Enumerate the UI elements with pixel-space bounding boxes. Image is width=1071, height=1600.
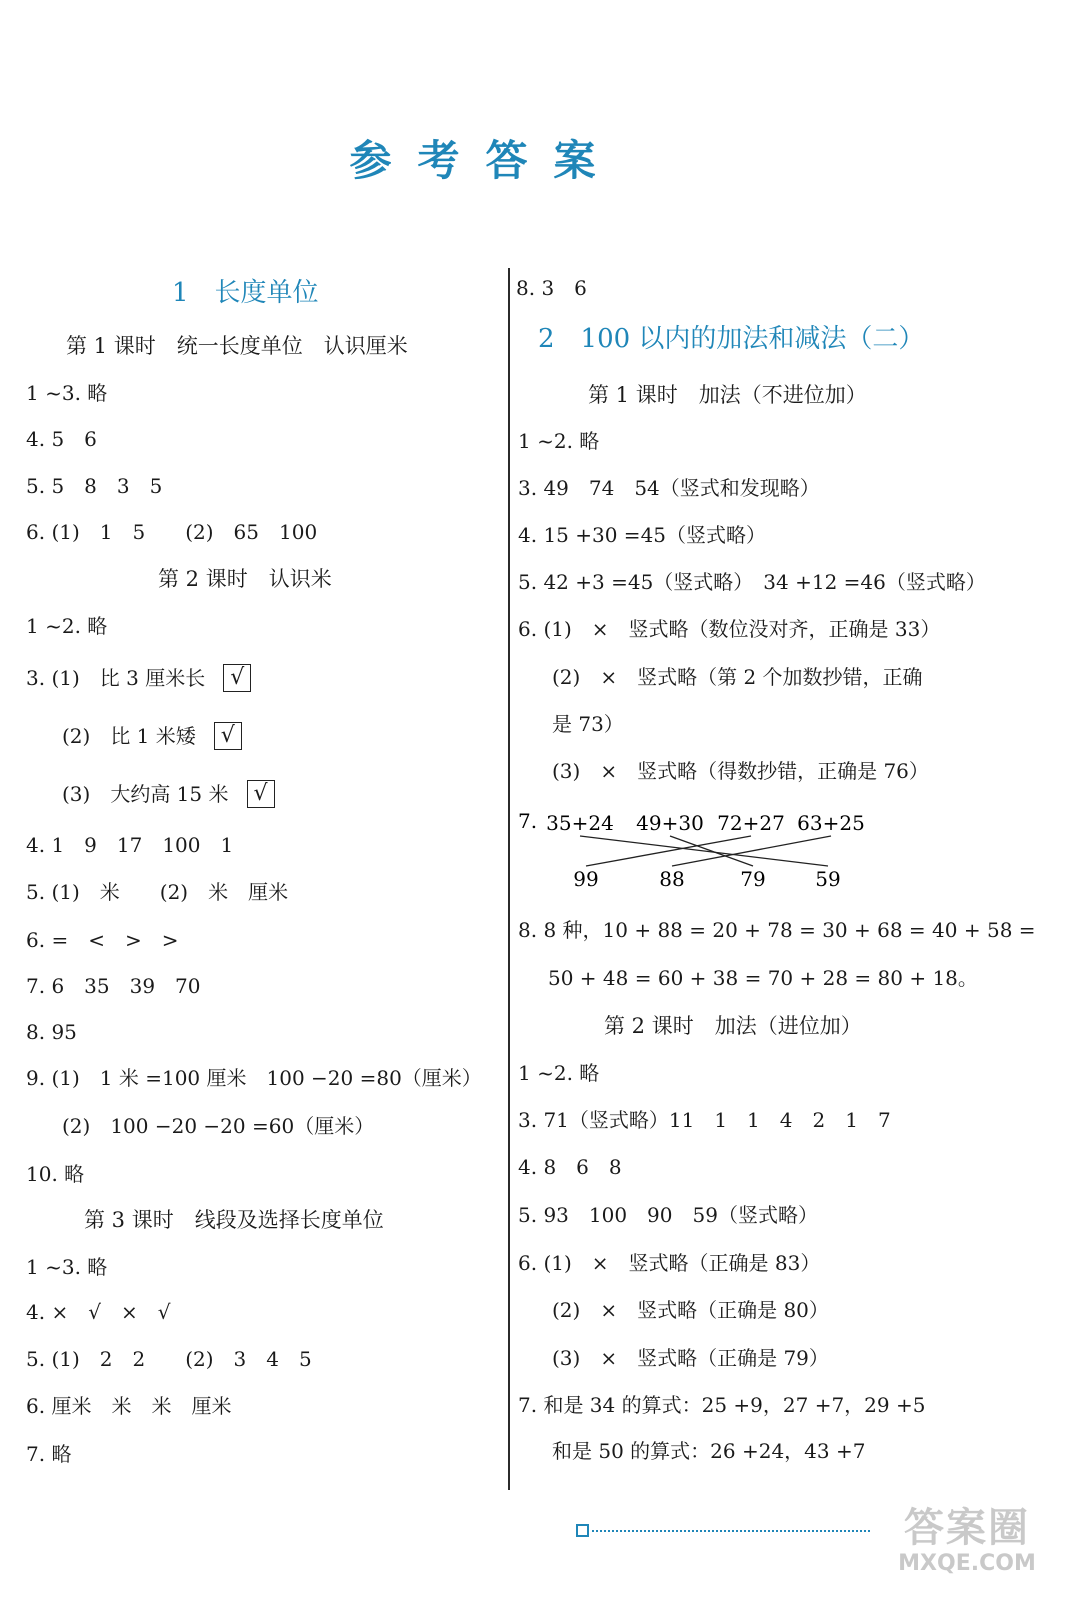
answer-line: 5. 93 100 90 59（竖式略）	[518, 1203, 818, 1227]
answer-line: 7. 6 35 39 70	[26, 974, 201, 998]
answer-line: 7. 略	[26, 1442, 72, 1466]
lesson-heading: 第 1 课时 加法（不进位加）	[588, 383, 867, 407]
match-question-number: 7.	[518, 809, 538, 833]
lesson-heading: 第 2 课时 认识米	[158, 567, 332, 591]
match-bottom-sum: 79	[740, 867, 766, 891]
match-top-expression: 63+25	[797, 811, 865, 835]
answer-line: 10. 略	[26, 1162, 85, 1186]
answer-line: 9. (1) 1 米 =100 厘米 100 −20 =80（厘米）	[26, 1066, 482, 1090]
column-divider	[508, 268, 510, 1490]
answer-line: 3. 71（竖式略）11 1 1 4 2 1 7	[518, 1108, 891, 1132]
unit-heading: 1 长度单位	[172, 278, 319, 308]
answer-line: 6. (1) × 竖式略（正确是 83）	[518, 1251, 821, 1275]
answer-line: 6. (1) × 竖式略（数位没对齐，正确是 33）	[518, 617, 941, 641]
match-connecting-line	[580, 836, 828, 866]
answer-line: (2) × 竖式略（第 2 个加数抄错，正确	[552, 665, 923, 689]
answer-line: 1 ~2. 略	[26, 614, 108, 638]
answer-line: 7. 和是 34 的算式：25 +9，27 +7，29 +5	[518, 1393, 926, 1417]
footer-dotted-line	[592, 1530, 870, 1532]
answer-line: 1 ~2. 略	[518, 429, 600, 453]
answer-line: 4. × √ × √	[26, 1300, 171, 1324]
match-bottom-sum: 99	[573, 867, 599, 891]
answer-line: (2) 100 −20 −20 =60（厘米）	[62, 1114, 375, 1138]
checkmark-box-icon: √	[223, 664, 251, 692]
match-bottom-sum: 88	[659, 867, 685, 891]
page-title: 参考答案	[349, 136, 622, 185]
answer-line: 1 ~2. 略	[518, 1061, 600, 1085]
answer-line: (3) × 竖式略（正确是 79）	[552, 1346, 829, 1370]
answer-line: 5. (1) 米 (2) 米 厘米	[26, 880, 289, 904]
match-bottom-sum: 59	[815, 867, 841, 891]
answer-line: 50 + 48 = 60 + 38 = 70 + 28 = 80 + 18。	[548, 966, 978, 990]
watermark-logo: 答案圈	[904, 1505, 1030, 1551]
match-top-expression: 35+24	[546, 811, 614, 835]
match-connecting-line	[672, 836, 831, 866]
watermark	[872, 1496, 1062, 1576]
answer-line: (2) × 竖式略（正确是 80）	[552, 1298, 829, 1322]
check-answer-row	[62, 722, 242, 750]
answer-line: 8. 8 种，10 + 88 = 20 + 78 = 30 + 68 = 40 + 58 =	[518, 918, 1036, 942]
answer-line: 6. = < > >	[26, 928, 179, 952]
match-connecting-line	[586, 836, 751, 866]
check-answer-label: (2) 比 1 米矮	[62, 724, 196, 748]
watermark-url: MXQE.COM	[898, 1551, 1036, 1576]
answer-line: 4. 1 9 17 100 1	[26, 833, 234, 857]
answer-line: 和是 50 的算式：26 +24，43 +7	[552, 1439, 866, 1463]
answer-line: 1 ~3. 略	[26, 1255, 108, 1279]
check-answer-row	[26, 664, 251, 692]
match-top-expression: 49+30	[636, 811, 704, 835]
answer-line: 8. 3 6	[516, 276, 587, 300]
answer-line: 4. 15 +30 =45（竖式略）	[518, 523, 767, 547]
check-answer-label: 3. (1) 比 3 厘米长	[26, 666, 206, 690]
answer-line: (3) × 竖式略（得数抄错，正确是 76）	[552, 759, 929, 783]
unit-heading: 2 100 以内的加法和减法（二）	[538, 324, 925, 354]
answer-line: 是 73）	[552, 712, 624, 736]
answer-line: 4. 8 6 8	[518, 1155, 622, 1179]
answer-line: 8. 95	[26, 1020, 77, 1044]
answer-line: 6. (1) 1 5 (2) 65 100	[26, 520, 318, 544]
check-answer-label: (3) 大约高 15 米	[62, 782, 229, 806]
answer-line: 3. 49 74 54（竖式和发现略）	[518, 476, 820, 500]
check-answer-row	[62, 780, 275, 808]
checkmark-box-icon: √	[247, 780, 275, 808]
lesson-heading: 第 1 课时 统一长度单位 认识厘米	[66, 334, 408, 358]
answer-line: 1 ~3. 略	[26, 381, 108, 405]
footer-square-icon	[576, 1524, 589, 1537]
answer-line: 6. 厘米 米 米 厘米	[26, 1394, 232, 1418]
answer-line: 5. (1) 2 2 (2) 3 4 5	[26, 1347, 312, 1371]
lesson-heading: 第 3 课时 线段及选择长度单位	[84, 1208, 384, 1232]
lesson-heading: 第 2 课时 加法（进位加）	[604, 1014, 862, 1038]
answer-line: 5. 42 +3 =45（竖式略） 34 +12 =46（竖式略）	[518, 570, 986, 594]
checkmark-box-icon: √	[214, 722, 242, 750]
match-connecting-line	[670, 836, 753, 866]
match-top-expression: 72+27	[717, 811, 785, 835]
matching-figure	[518, 804, 898, 904]
answer-line: 5. 5 8 3 5	[26, 474, 163, 498]
answer-line: 4. 5 6	[26, 427, 97, 451]
